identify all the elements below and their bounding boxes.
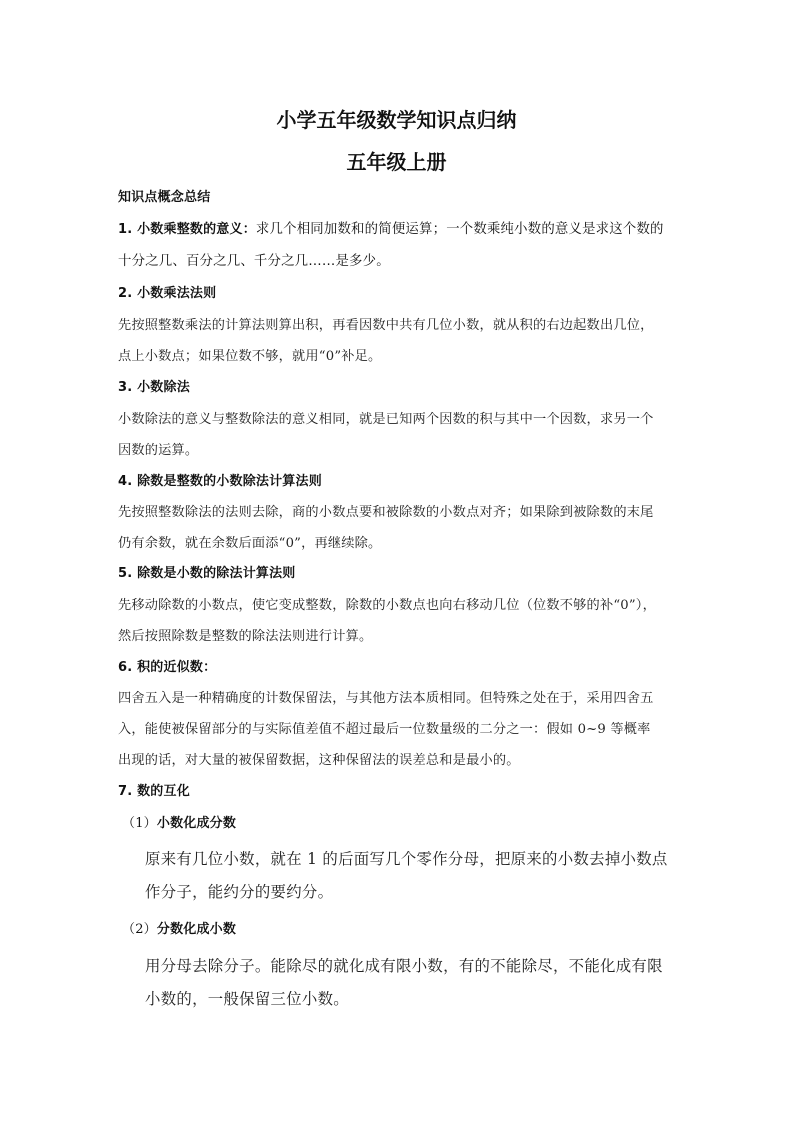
item-5-line: 然后按照除数是整数的除法法则进行计算。 (118, 629, 373, 644)
item-1-line: 十分之几、百分之几、千分之几……是多少。 (118, 254, 390, 269)
item-4-line: 先按照整数除法的法则去除，商的小数点要和被除数的小数点对齐；如果除到被除数的末尾 (118, 505, 654, 520)
item-5-line: 先移动除数的小数点，使它变成整数，除数的小数点也向右移动几位（位数不够的补“0”）， (118, 598, 656, 613)
item-4-heading: 4. 除数是整数的小数除法计算法则 (118, 474, 322, 489)
item-6-line: 出现的话，对大量的被保留数据，这种保留法的误差总和是最小的。 (118, 753, 520, 768)
item-3-line: 因数的运算。 (118, 443, 199, 458)
item-7-heading: 7. 数的互化 (118, 784, 190, 799)
subitem-2-line: 小数的，一般保留三位小数。 (145, 990, 349, 1008)
subitem-1-line: 原来有几位小数，就在 1 的后面写几个零作分母，把原来的小数去掉小数点 (145, 850, 668, 868)
item-2-line: 先按照整数乘法的计算法则算出积，再看因数中共有几位小数，就从积的右边起数出几位， (118, 318, 654, 333)
item-6-heading: 6. 积的近似数： (118, 660, 217, 675)
item-6-line: 入，能使被保留部分的与实际值差值不超过最后一位数量级的二分之一：假如 0~9 等概率 (118, 722, 651, 737)
subitem-2-number: （2） (122, 922, 157, 937)
document-subtitle: 五年级上册 (346, 150, 447, 174)
section-heading: 知识点概念总结 (118, 190, 211, 205)
item-3-line: 小数除法的意义与整数除法的意义相同，就是已知两个因数的积与其中一个因数，求另一个 (118, 412, 654, 427)
item-2-heading: 2. 小数乘法法则 (118, 286, 217, 301)
item-1-heading: 1. 小数乘整数的意义： (118, 222, 256, 237)
item-2-line: 点上小数点；如果位数不够，就用“0”补足。 (118, 349, 382, 364)
document-title: 小学五年级数学知识点归纳 (276, 108, 517, 132)
subitem-2-heading (122, 918, 692, 937)
item-4-line: 仍有余数，就在余数后面添“0”，再继续除。 (118, 536, 382, 551)
item-1-inline-text: 求几个相同加数和的简便运算；一个数乘纯小数的意义是求这个数的 (255, 222, 664, 237)
subitem-1-label: 小数化成分数 (156, 816, 237, 831)
subitem-1-heading (122, 812, 692, 831)
subitem-2-line: 用分母去除分子。能除尽的就化成有限小数，有的不能除尽，不能化成有限 (145, 957, 663, 975)
subitem-1-line: 作分子，能约分的要约分。 (145, 883, 334, 901)
item-3-heading: 3. 小数除法 (118, 380, 190, 395)
item-5-heading: 5. 除数是小数的除法计算法则 (118, 566, 296, 581)
item-1-first-line (118, 218, 688, 237)
subitem-1-number: （1） (122, 816, 157, 831)
item-6-line: 四舍五入是一种精确度的计数保留法，与其他方法本质相同。但特殊之处在于，采用四舍五 (118, 691, 654, 706)
subitem-2-label: 分数化成小数 (156, 922, 237, 937)
